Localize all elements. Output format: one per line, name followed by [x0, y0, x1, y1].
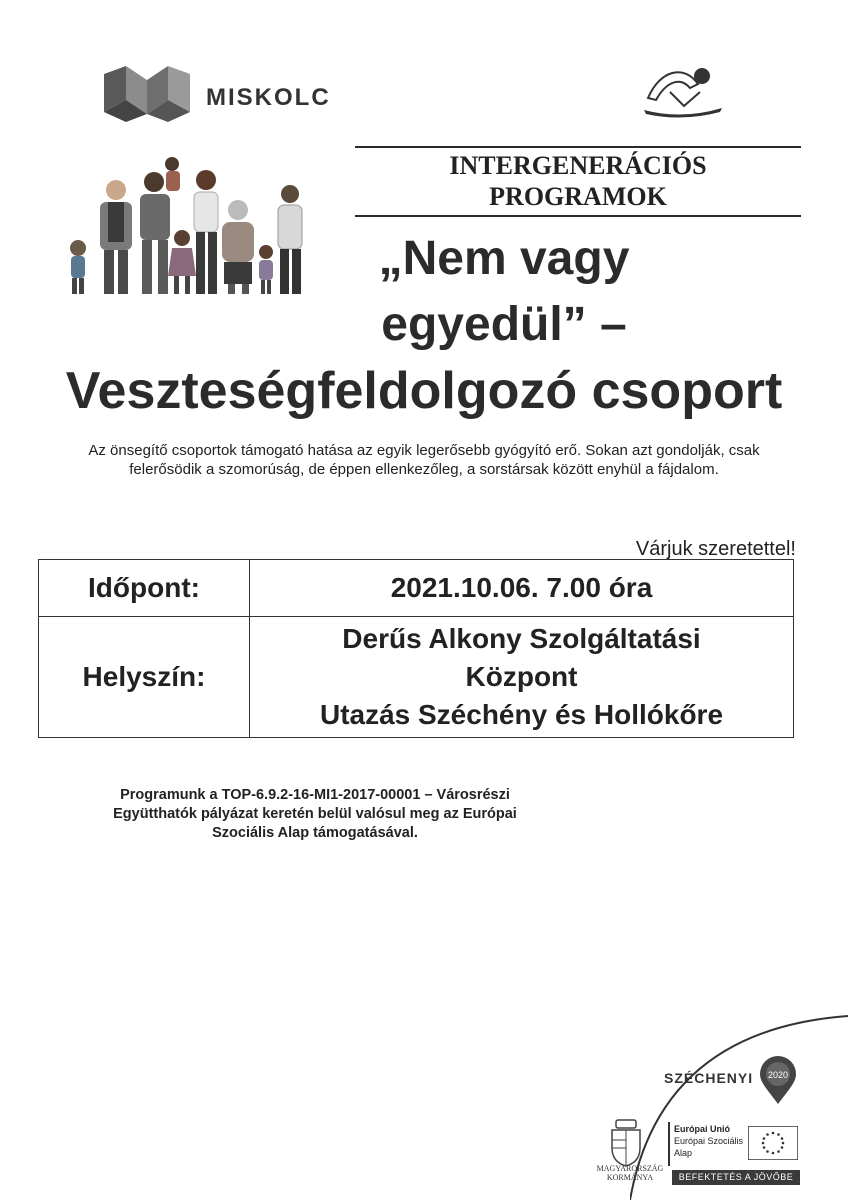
intro-line2: felerősödik a szomorúság, de éppen ellenkezőleg, a sorstársak között enyhül a fájdalom.	[129, 461, 719, 478]
welcome-text: Várjuk szeretettel!	[635, 538, 796, 560]
gov-line2: KORMÁNYA	[606, 1173, 654, 1182]
miskolc-logo-text: MISKOLC	[206, 84, 331, 111]
place-line1: Derűs Alkony Szolgáltatási	[342, 623, 701, 654]
government-label	[588, 1164, 672, 1182]
invest-banner: BEFEKTETÉS A JÖVŐBE	[672, 1170, 800, 1185]
eu-line2: Európai Szociális	[674, 1136, 744, 1146]
miskolc-logo-icon	[104, 66, 190, 122]
event-title	[30, 226, 818, 424]
skater-logo-icon	[640, 62, 724, 120]
time-value: 2021.10.06. 7.00 óra	[250, 560, 794, 617]
program-title-line1: INTERGENERÁCIÓS	[449, 151, 707, 180]
funding-line1: Programunk a TOP-6.9.2-16-MI1-2017-00001 – Városrészi	[120, 787, 510, 803]
intro-line1: Az önsegítő csoportok támogató hatása az egyik legerősebb gyógyító erő. Sokan azt gondolják, csak	[88, 442, 760, 459]
program-title-line2: PROGRAMOK	[489, 182, 667, 211]
funding-line2: Együtthatók pályázat keretén belül valósul meg az Európai	[113, 806, 517, 822]
header-rule-top	[355, 146, 801, 148]
gov-line1: MAGYARORSZÁG	[596, 1164, 664, 1173]
header-rule-bottom	[355, 215, 801, 217]
funding-line3: Szociális Alap támogatásával.	[212, 825, 418, 841]
person-child-on-shoulders	[165, 157, 180, 191]
intro-paragraph	[70, 441, 778, 479]
place-line2: Központ	[465, 661, 578, 692]
event-title-line2: egyedül” –	[381, 298, 627, 351]
event-details-table	[38, 559, 794, 738]
szechenyi-year: 2020	[767, 1070, 789, 1080]
table-row-time	[39, 560, 794, 617]
place-label: Helyszín:	[39, 617, 250, 738]
eu-line3: Alap	[674, 1148, 693, 1158]
hungarian-crest-icon	[604, 1118, 648, 1168]
event-title-line3: Veszteségfeldolgozó csoport	[65, 362, 783, 420]
eu-divider	[668, 1122, 670, 1166]
funding-note	[60, 786, 570, 843]
szechenyi-2020-pin-icon	[758, 1056, 798, 1106]
szechenyi-label: SZÉCHENYI	[664, 1070, 754, 1086]
eu-label	[674, 1123, 743, 1159]
place-line3: Utazás Széchény és Hollókőre	[319, 699, 724, 730]
eu-line1: Európai Unió	[674, 1124, 730, 1134]
place-value	[250, 617, 794, 738]
eu-flag-icon	[748, 1126, 798, 1160]
program-title	[355, 150, 801, 212]
table-row-place	[39, 617, 794, 738]
time-label: Időpont:	[39, 560, 250, 617]
event-title-line1: „Nem vagy	[378, 232, 630, 285]
